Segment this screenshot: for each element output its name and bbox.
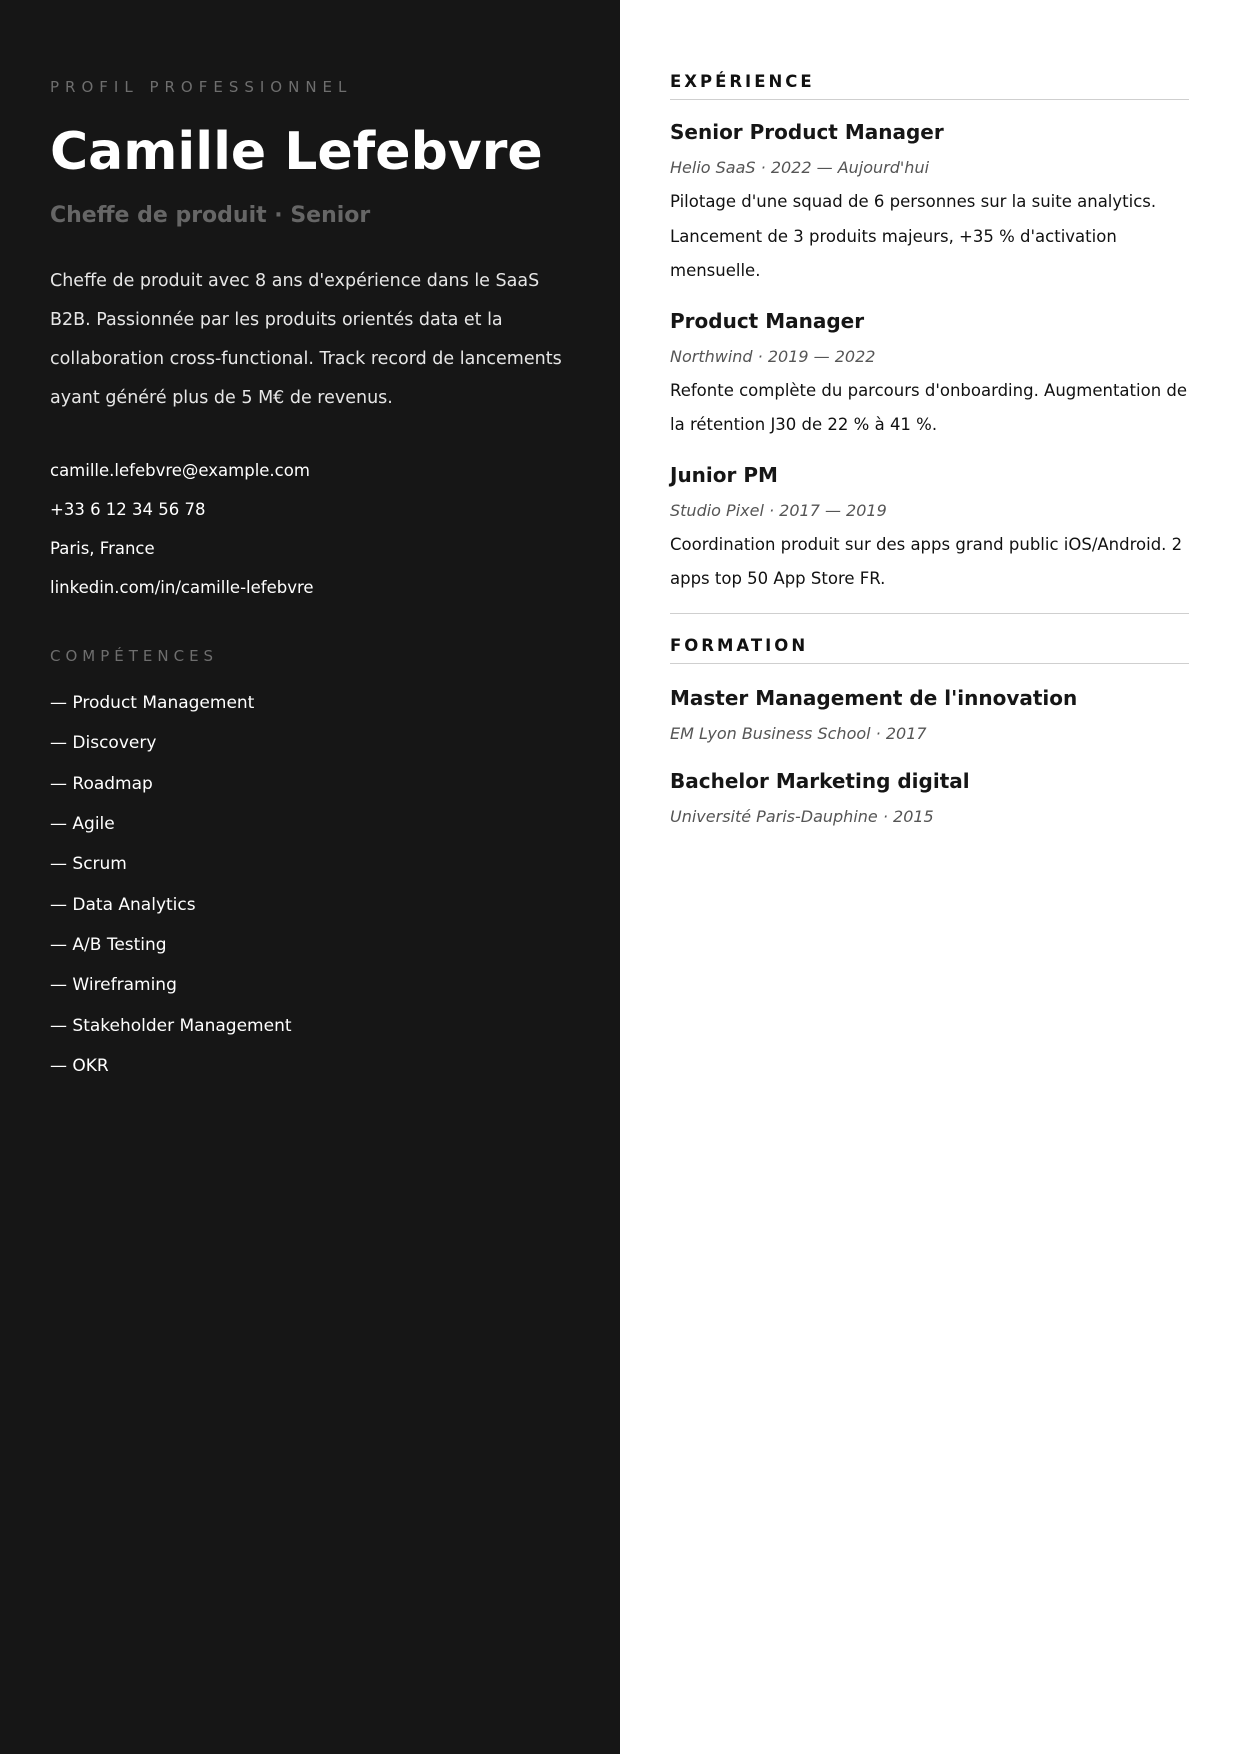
- degree-title: Master Management de l'innovation: [670, 685, 1078, 710]
- job-description: Pilotage d'une squad de 6 personnes sur la suite analytics. Lancement de 3 produits majeurs, +35 % d'activation mensuelle.: [670, 192, 1157, 280]
- job-meta: Studio Pixel · 2017 — 2019: [670, 500, 887, 520]
- contact-email[interactable]: camille.lefebvre@example.com: [50, 461, 310, 481]
- contact-list: [50, 451, 570, 607]
- education-heading: FORMATION: [670, 636, 1189, 664]
- skill-item: — Wireframing: [50, 975, 177, 996]
- skill-item: — Discovery: [50, 733, 157, 754]
- experience-entry: [670, 309, 1189, 443]
- section-divider: [670, 613, 1189, 614]
- main-content: [620, 0, 1241, 1754]
- skills-list: [50, 683, 570, 1086]
- contact-location: Paris, France: [50, 539, 155, 559]
- skill-item: — OKR: [50, 1055, 109, 1076]
- experience-entry: [670, 120, 1189, 289]
- skill-item: — Product Management: [50, 693, 255, 714]
- degree-title: Bachelor Marketing digital: [670, 768, 970, 793]
- contact-phone[interactable]: +33 6 12 34 56 78: [50, 500, 206, 520]
- skill-item: — A/B Testing: [50, 934, 167, 955]
- contact-linkedin[interactable]: linkedin.com/in/camille-lefebvre: [50, 578, 314, 598]
- experience-entry: [670, 463, 1189, 597]
- job-title: Senior Product Manager: [670, 120, 944, 144]
- job-title: Junior PM: [670, 462, 778, 487]
- profile-eyebrow: PROFIL PROFESSIONNEL: [50, 78, 353, 96]
- skill-item: — Scrum: [50, 854, 127, 875]
- experience-heading: EXPÉRIENCE: [670, 72, 1189, 100]
- sidebar: [0, 0, 620, 1754]
- candidate-subtitle: Cheffe de produit · Senior: [50, 203, 371, 229]
- job-description: Refonte complète du parcours d'onboarding. Augmentation de la rétention J30 de 22 % à 41 %.: [670, 380, 1188, 434]
- job-title: Product Manager: [670, 308, 865, 333]
- profile-summary: Cheffe de produit avec 8 ans d'expérience dans le SaaS B2B. Passionnée par les produits orientés data et la collaboration cross-functional. Track record de lancements ayant généré plus de 5 M€ de revenus.: [50, 271, 562, 409]
- skill-item: — Data Analytics: [50, 894, 196, 915]
- education-entry: [670, 769, 1189, 826]
- job-meta: Helio SaaS · 2022 — Aujourd'hui: [670, 158, 930, 177]
- degree-meta: EM Lyon Business School · 2017: [670, 723, 927, 743]
- job-description: Coordination produit sur des apps grand public iOS/Android. 2 apps top 50 App Store FR.: [670, 534, 1183, 588]
- candidate-name: Camille Lefebvre: [50, 122, 543, 182]
- education-entry: [670, 686, 1189, 743]
- skill-item: — Roadmap: [50, 773, 153, 794]
- degree-meta: Université Paris-Dauphine · 2015: [670, 806, 934, 826]
- skills-heading: COMPÉTENCES: [50, 647, 219, 666]
- job-meta: Northwind · 2019 — 2022: [670, 346, 876, 366]
- skill-item: — Agile: [50, 814, 115, 835]
- skill-item: — Stakeholder Management: [50, 1015, 292, 1036]
